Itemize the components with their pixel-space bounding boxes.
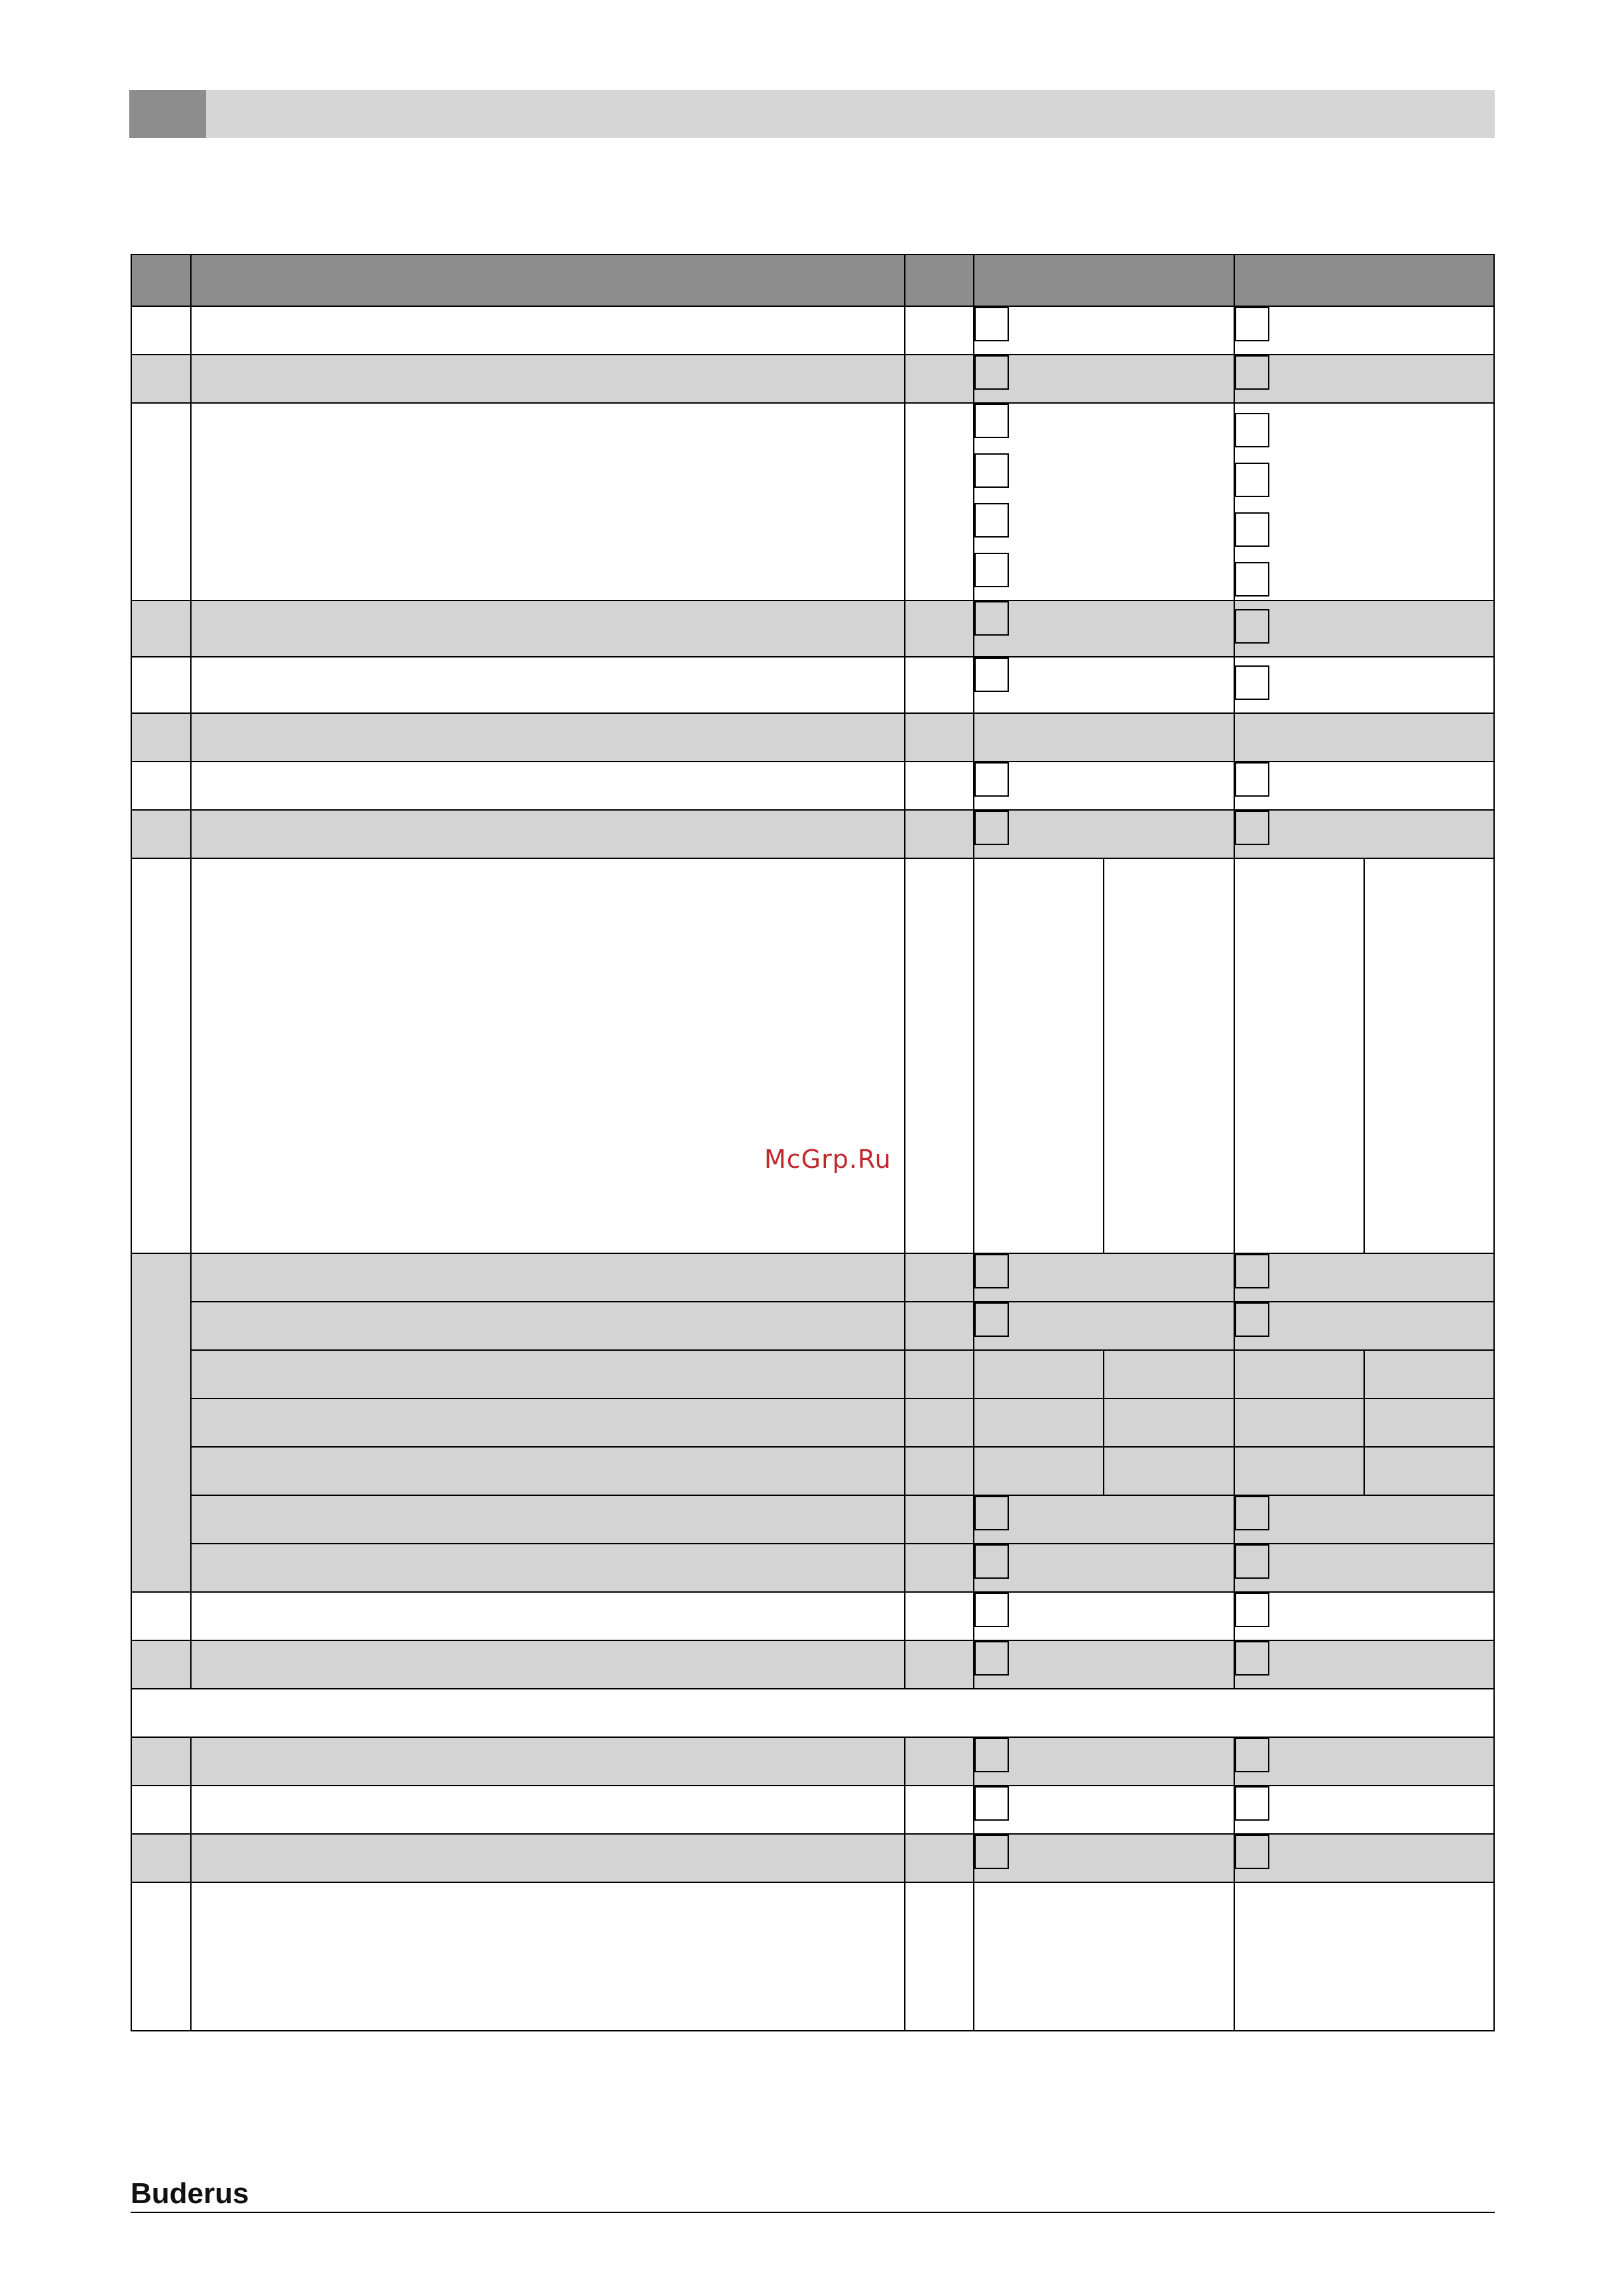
table-row bbox=[131, 1786, 1494, 1834]
table-row bbox=[131, 810, 1494, 858]
checkbox[interactable] bbox=[1235, 1641, 1269, 1676]
value-cell[interactable] bbox=[1234, 1398, 1364, 1447]
value-cell[interactable] bbox=[974, 1350, 1104, 1398]
table-row bbox=[131, 600, 1494, 657]
signature-cell[interactable] bbox=[1234, 1882, 1494, 2031]
value-cell[interactable] bbox=[1364, 858, 1494, 1253]
table-row-large bbox=[131, 858, 1494, 1253]
table-row bbox=[131, 657, 1494, 713]
value-cell[interactable] bbox=[974, 1398, 1104, 1447]
checkbox[interactable] bbox=[1235, 1593, 1269, 1627]
value-cell[interactable] bbox=[1104, 1350, 1234, 1398]
value-cell[interactable] bbox=[1364, 1398, 1494, 1447]
checkbox[interactable] bbox=[974, 1302, 1009, 1337]
checkbox[interactable] bbox=[1235, 355, 1269, 390]
table-row-signature bbox=[131, 1882, 1494, 2031]
value-cell[interactable] bbox=[1364, 1447, 1494, 1495]
checkbox[interactable] bbox=[1235, 609, 1269, 644]
table-header-row bbox=[131, 255, 1494, 306]
table-row bbox=[131, 1302, 1494, 1350]
value-cell[interactable] bbox=[1234, 858, 1364, 1253]
table-row bbox=[131, 306, 1494, 355]
checkbox[interactable] bbox=[1235, 811, 1269, 845]
checkbox[interactable] bbox=[974, 553, 1009, 587]
value-cell[interactable] bbox=[1234, 1447, 1364, 1495]
checkbox[interactable] bbox=[974, 503, 1009, 538]
checkbox[interactable] bbox=[974, 1641, 1009, 1676]
checkbox[interactable] bbox=[1235, 1544, 1269, 1579]
checkbox[interactable] bbox=[1235, 1254, 1269, 1288]
brand-logo: Buderus bbox=[131, 2177, 249, 2210]
checkbox[interactable] bbox=[974, 1496, 1009, 1530]
section-number-block bbox=[129, 90, 206, 138]
table-row bbox=[131, 403, 1494, 600]
checkbox[interactable] bbox=[974, 1593, 1009, 1627]
checkbox[interactable] bbox=[974, 601, 1009, 636]
value-cell[interactable] bbox=[1364, 1350, 1494, 1398]
section-header-bar bbox=[129, 90, 1495, 138]
section-divider-row bbox=[131, 1689, 1494, 1737]
table-row bbox=[131, 1398, 1494, 1447]
table-row bbox=[131, 1495, 1494, 1544]
header-boiler-1 bbox=[974, 255, 1234, 306]
checkbox[interactable] bbox=[974, 657, 1009, 692]
table-row bbox=[131, 1253, 1494, 1302]
table-row bbox=[131, 1737, 1494, 1786]
checkbox[interactable] bbox=[974, 404, 1009, 438]
footer-rule bbox=[131, 2212, 1495, 2213]
table-row bbox=[131, 1350, 1494, 1398]
table-row bbox=[131, 1544, 1494, 1592]
table-row bbox=[131, 713, 1494, 762]
checkbox[interactable] bbox=[974, 811, 1009, 845]
checkbox[interactable] bbox=[1235, 512, 1269, 547]
table-row bbox=[131, 355, 1494, 403]
checkbox[interactable] bbox=[1235, 1738, 1269, 1772]
value-cell[interactable] bbox=[1104, 1398, 1234, 1447]
table-row bbox=[131, 1640, 1494, 1689]
protocol-table bbox=[131, 254, 1495, 2031]
checkbox[interactable] bbox=[974, 355, 1009, 390]
value-cell[interactable] bbox=[974, 858, 1104, 1253]
checkbox[interactable] bbox=[974, 1254, 1009, 1288]
header-boiler-2 bbox=[1234, 255, 1494, 306]
header-description bbox=[191, 255, 905, 306]
checkbox[interactable] bbox=[1235, 307, 1269, 341]
checkbox[interactable] bbox=[1235, 463, 1269, 497]
table-row bbox=[131, 762, 1494, 810]
checkbox[interactable] bbox=[974, 307, 1009, 341]
checkbox[interactable] bbox=[1235, 1786, 1269, 1821]
checkbox[interactable] bbox=[974, 1786, 1009, 1821]
table-row bbox=[131, 1592, 1494, 1640]
checkbox[interactable] bbox=[974, 1738, 1009, 1772]
checkbox[interactable] bbox=[1235, 413, 1269, 447]
group-side-cell bbox=[131, 1253, 191, 1592]
checkbox[interactable] bbox=[1235, 1302, 1269, 1337]
table-row bbox=[131, 1447, 1494, 1495]
checkbox[interactable] bbox=[974, 762, 1009, 797]
checkbox[interactable] bbox=[974, 1835, 1009, 1869]
value-cell[interactable] bbox=[974, 1447, 1104, 1495]
checkbox[interactable] bbox=[1235, 762, 1269, 797]
header-page bbox=[905, 255, 974, 306]
value-cell[interactable] bbox=[1104, 1447, 1234, 1495]
watermark-text: McGrp.Ru bbox=[764, 1145, 892, 1174]
checkbox[interactable] bbox=[1235, 665, 1269, 700]
checkbox[interactable] bbox=[1235, 1835, 1269, 1869]
checkbox[interactable] bbox=[1235, 1496, 1269, 1530]
checkbox[interactable] bbox=[974, 1544, 1009, 1579]
table-row bbox=[131, 1834, 1494, 1882]
signature-cell[interactable] bbox=[974, 1882, 1234, 2031]
value-cell[interactable] bbox=[1234, 1350, 1364, 1398]
checkbox[interactable] bbox=[1235, 562, 1269, 597]
header-no bbox=[131, 255, 191, 306]
value-cell[interactable] bbox=[1104, 858, 1234, 1253]
checkbox[interactable] bbox=[974, 453, 1009, 488]
